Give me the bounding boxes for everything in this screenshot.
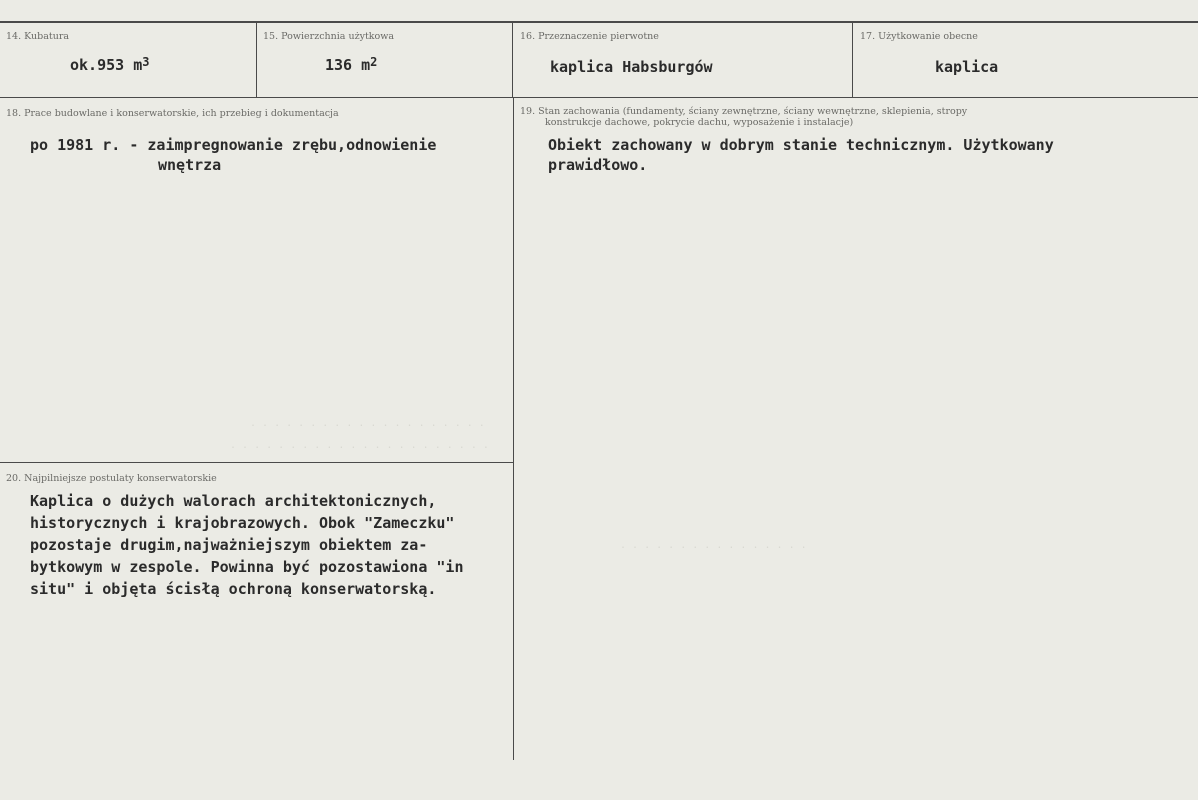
cubature-value: ok.953 m bbox=[70, 56, 143, 74]
field-14-value bbox=[70, 55, 149, 77]
field-18-line-1: po 1981 r. - zaimpregnowanie zrębu,odnowienie bbox=[30, 136, 437, 154]
field-20-line-5: situ" i objęta ścisłą ochroną konserwatorską. bbox=[30, 580, 437, 598]
field-18-label: 18. Prace budowlane i konserwatorskie, ich przebieg i dokumentacja bbox=[6, 108, 339, 119]
field-14-label: 14. Kubatura bbox=[6, 31, 70, 42]
divider-14-15 bbox=[256, 22, 257, 98]
row2-bottom-border bbox=[0, 462, 513, 463]
field-16-value: kaplica Habsburgów bbox=[550, 58, 713, 76]
usable-area-value: 136 m bbox=[325, 56, 371, 74]
field-20-label: 20. Najpilniejsze postulaty konserwatorskie bbox=[6, 473, 217, 484]
field-17-value: kaplica bbox=[935, 58, 999, 76]
show-through-text: . . . . . . . . . . . . . . . . . . . . . . bbox=[230, 440, 489, 451]
field-20-line-1: Kaplica o dużych walorach architektonicznych, bbox=[30, 492, 437, 510]
show-through-text: . . . . . . . . . . . . . . . . bbox=[620, 540, 807, 551]
divider-15-16 bbox=[512, 22, 513, 98]
top-border bbox=[0, 21, 1198, 23]
field-19-label-line-1: 19. Stan zachowania (fundamenty, ściany zewnętrzne, ściany wewnętrzne, sklepienia, stropy bbox=[520, 106, 968, 117]
divider-16-17 bbox=[852, 22, 853, 98]
field-19-line-1: Obiekt zachowany w dobrym stanie technicznym. Użytkowany bbox=[548, 136, 1054, 154]
field-17-label: 17. Użytkowanie obecne bbox=[860, 31, 978, 42]
field-19-line-2: prawidłowo. bbox=[548, 156, 648, 174]
row1-bottom-border bbox=[0, 97, 1198, 98]
divider-left-right bbox=[513, 98, 514, 760]
field-15-label: 15. Powierzchnia użytkowa bbox=[263, 31, 395, 42]
field-15-value bbox=[325, 55, 377, 77]
field-18-line-2: wnętrza bbox=[158, 156, 222, 174]
cubature-unit-exponent: 3 bbox=[142, 55, 150, 69]
field-16-label: 16. Przeznaczenie pierwotne bbox=[520, 31, 659, 42]
field-20-line-3: pozostaje drugim,najważniejszym obiektem za- bbox=[30, 536, 428, 554]
area-unit-exponent: 2 bbox=[370, 55, 378, 69]
field-20-line-4: bytkowym w zespole. Powinna być pozostawiona "in bbox=[30, 558, 464, 576]
field-20-line-2: historycznych i krajobrazowych. Obok "Zameczku" bbox=[30, 514, 455, 532]
show-through-text: . . . . . . . . . . . . . . . . . . . . bbox=[250, 418, 485, 429]
field-19-label-line-2: konstrukcje dachowe, pokrycie dachu, wyposażenie i instalacje) bbox=[545, 117, 854, 128]
